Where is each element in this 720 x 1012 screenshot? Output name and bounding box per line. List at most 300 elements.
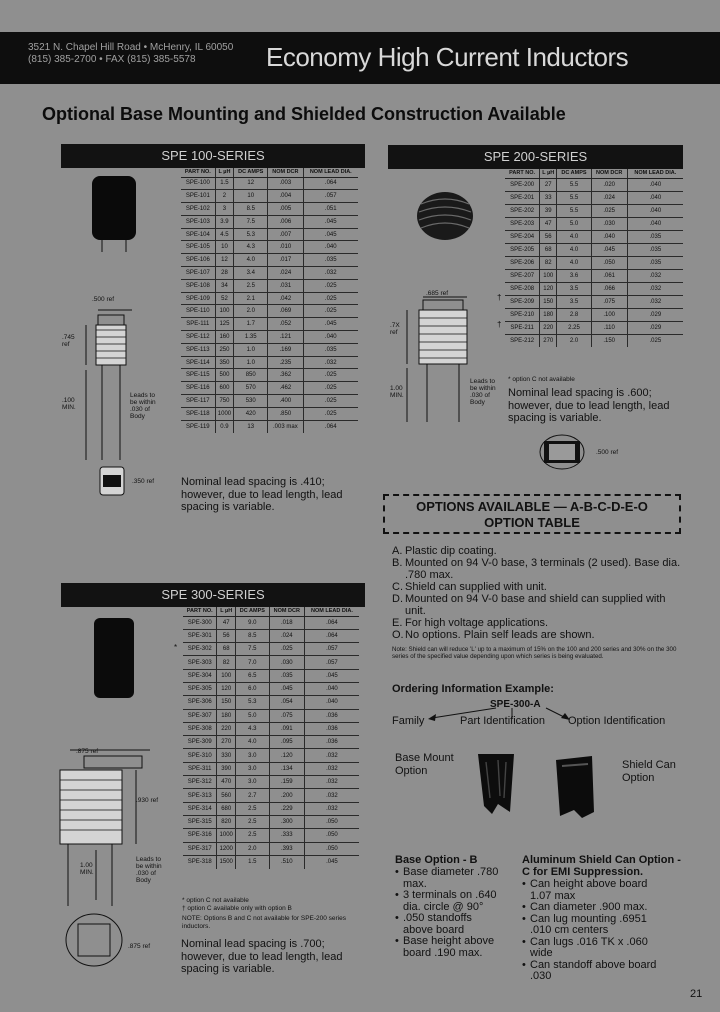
table-cell: .462 xyxy=(268,382,303,395)
table-cell: .032 xyxy=(304,776,359,789)
table-cell: .029 xyxy=(627,321,683,334)
table-row xyxy=(183,722,359,735)
table-cell: 4.0 xyxy=(234,254,268,267)
table-cell: 3.0 xyxy=(235,762,269,775)
series-300-spacing-note: Nominal lead spacing is .700; however, due to lead length, lead spacing is variable. xyxy=(181,938,343,975)
table-cell: SPE-111 xyxy=(181,318,215,331)
shield-option-item: • Can lug mounting .6951 .010 cm centers xyxy=(522,912,647,936)
table-cell: .200 xyxy=(269,789,304,802)
table-cell: .040 xyxy=(627,178,683,191)
table-cell: .229 xyxy=(269,802,304,815)
table-cell: 6.5 xyxy=(235,669,269,682)
table-row xyxy=(505,282,683,295)
table-cell: .045 xyxy=(591,243,627,256)
table-cell: .091 xyxy=(269,722,304,735)
series-300-leads-within: Leads to be within .030 of Body xyxy=(136,856,162,884)
table-cell: 3.9 xyxy=(215,215,234,228)
col-nom-dcr: NOM DCR xyxy=(269,607,304,616)
table-cell: SPE-307 xyxy=(183,709,217,722)
table-cell: .850 xyxy=(268,407,303,420)
table-cell: 2.0 xyxy=(235,842,269,855)
table-cell: SPE-112 xyxy=(181,331,215,344)
table-cell: 4.0 xyxy=(557,230,591,243)
table-cell: .042 xyxy=(268,292,303,305)
table-cell: .032 xyxy=(304,789,359,802)
table-cell: SPE-100 xyxy=(181,177,215,190)
table-cell: .300 xyxy=(269,815,304,828)
table-cell: SPE-115 xyxy=(181,369,215,382)
table-cell: 220 xyxy=(540,321,557,334)
col-l-uh: L µH xyxy=(540,169,557,178)
series-300-lead-dim: 1.00 MIN. xyxy=(80,862,94,876)
table-row xyxy=(183,709,359,722)
table-cell: 100 xyxy=(540,269,557,282)
table-cell: 420 xyxy=(234,407,268,420)
table-cell: 120 xyxy=(540,282,557,295)
table-cell: .030 xyxy=(591,217,627,230)
table-cell: .510 xyxy=(269,855,304,868)
series-100-width-dim: .500 ref xyxy=(92,296,115,303)
table-row xyxy=(181,305,358,318)
table-cell: .025 xyxy=(303,382,358,395)
table-cell: SPE-104 xyxy=(181,228,215,241)
table-cell: 7.5 xyxy=(235,643,269,656)
table-cell: .024 xyxy=(591,191,627,204)
series-300-height-dim: .930 ref xyxy=(136,797,159,804)
table-cell: .134 xyxy=(269,762,304,775)
col-lead-dia: NOM LEAD DIA. xyxy=(627,169,683,178)
base-option-item: • 3 terminals on .640 dia. circle @ 90° xyxy=(395,889,497,913)
table-cell: 2.0 xyxy=(234,305,268,318)
series-200-drawing xyxy=(393,172,505,472)
table-cell: .057 xyxy=(304,643,359,656)
table-cell: 270 xyxy=(217,736,236,749)
table-row xyxy=(183,616,359,629)
table-row xyxy=(505,308,683,321)
table-cell: .035 xyxy=(627,243,683,256)
table-cell: 1000 xyxy=(215,407,234,420)
table-cell: .005 xyxy=(268,203,303,216)
table-cell: .069 xyxy=(268,305,303,318)
col-lead-dia: NOM LEAD DIA. xyxy=(303,168,358,177)
table-row xyxy=(181,203,358,216)
table-cell: 180 xyxy=(217,709,236,722)
ordering-family: Family xyxy=(392,715,425,727)
series-300-option-note: * option C not available † option C available only with option B xyxy=(182,897,292,912)
table-cell: SPE-303 xyxy=(183,656,217,669)
table-row xyxy=(183,802,359,815)
table-cell: 13 xyxy=(234,420,268,433)
table-cell: 3.4 xyxy=(234,267,268,280)
table-row xyxy=(183,736,359,749)
series-200-base-dim: .500 ref xyxy=(596,449,619,456)
series-300-option-note-2: NOTE: Options B and C not available for SPE-200 series inductors. xyxy=(182,915,347,930)
base-option-list xyxy=(395,867,503,959)
table-cell: SPE-108 xyxy=(181,279,215,292)
table-cell: .121 xyxy=(268,331,303,344)
dagger-mark: † xyxy=(497,293,502,302)
table-row xyxy=(505,217,683,230)
table-row xyxy=(181,190,358,203)
table-cell: 120 xyxy=(217,682,236,695)
table-cell: .003 max xyxy=(268,420,303,433)
table-cell: 27 xyxy=(540,178,557,191)
dagger-mark: * xyxy=(174,643,178,652)
table-cell: 850 xyxy=(234,369,268,382)
table-cell: .036 xyxy=(304,709,359,722)
table-cell: 12 xyxy=(215,254,234,267)
table-row xyxy=(183,776,359,789)
ordering-part-id: Part Identification xyxy=(460,715,545,727)
table-cell: .061 xyxy=(591,269,627,282)
table-cell: .054 xyxy=(269,696,304,709)
table-row xyxy=(183,842,359,855)
table-cell: 3.0 xyxy=(235,749,269,762)
table-cell: .024 xyxy=(269,629,304,642)
table-row xyxy=(181,292,358,305)
table-cell: .035 xyxy=(269,669,304,682)
table-cell: .030 xyxy=(269,656,304,669)
table-row xyxy=(183,643,359,656)
table-cell: 4.3 xyxy=(235,722,269,735)
table-row xyxy=(181,420,358,433)
table-cell: 1.5 xyxy=(235,855,269,868)
table-cell: 2.5 xyxy=(235,815,269,828)
table-cell: SPE-206 xyxy=(505,256,540,269)
table-cell: .032 xyxy=(304,749,359,762)
table-cell: 39 xyxy=(540,204,557,217)
table-row xyxy=(181,318,358,331)
table-cell: SPE-301 xyxy=(183,629,217,642)
table-row xyxy=(505,204,683,217)
option-item-a: A. Plastic dip coating. xyxy=(392,545,497,557)
table-cell: .032 xyxy=(303,267,358,280)
table-cell: .040 xyxy=(303,331,358,344)
table-cell: SPE-315 xyxy=(183,815,217,828)
table-cell: 6.0 xyxy=(235,682,269,695)
table-cell: 1200 xyxy=(217,842,236,855)
table-cell: 2.8 xyxy=(557,308,591,321)
table-cell: .025 xyxy=(303,279,358,292)
col-nom-dcr: NOM DCR xyxy=(268,168,303,177)
table-cell: .025 xyxy=(591,204,627,217)
table-cell: .120 xyxy=(269,749,304,762)
table-cell: 7.0 xyxy=(235,656,269,669)
table-cell: 5.3 xyxy=(235,696,269,709)
base-option-item: • .050 standoffs above board xyxy=(395,912,472,936)
header-bar xyxy=(0,32,720,84)
page-title: Economy High Current Inductors xyxy=(266,42,629,72)
col-dc-amps: DC AMPS xyxy=(557,169,591,178)
table-cell: .031 xyxy=(268,279,303,292)
table-cell: .040 xyxy=(591,230,627,243)
shield-option-title: Aluminum Shield Can Option - C for EMI Suppression. xyxy=(522,854,681,878)
table-cell: SPE-109 xyxy=(181,292,215,305)
shield-option-item: • Can lugs .016 TK x .060 wide xyxy=(522,935,648,959)
table-cell: 500 xyxy=(215,369,234,382)
table-cell: .017 xyxy=(268,254,303,267)
table-row xyxy=(181,356,358,369)
shield-option-item: • Can height above board 1.07 max xyxy=(522,878,648,902)
table-cell: .045 xyxy=(304,669,359,682)
shield-option-list xyxy=(522,879,662,983)
table-cell: SPE-306 xyxy=(183,696,217,709)
table-cell: 8.5 xyxy=(235,629,269,642)
subtitle: Optional Base Mounting and Shielded Construction Available xyxy=(42,104,566,124)
table-cell: .362 xyxy=(268,369,303,382)
address-line-2: (815) 385-2700 • FAX (815) 385-5578 xyxy=(28,54,196,65)
table-cell: .040 xyxy=(627,191,683,204)
table-cell: .150 xyxy=(591,334,627,347)
table-cell: 4.0 xyxy=(557,256,591,269)
table-cell: .035 xyxy=(627,256,683,269)
table-cell: 350 xyxy=(215,356,234,369)
series-200-table xyxy=(505,169,683,347)
dagger-mark: † xyxy=(497,320,502,329)
option-item-d: D. Mounted on 94 V-0 base and shield can supplied with unit. xyxy=(392,593,666,617)
col-nom-dcr: NOM DCR xyxy=(591,169,627,178)
table-cell: SPE-107 xyxy=(181,267,215,280)
table-cell: .400 xyxy=(268,395,303,408)
table-cell: SPE-317 xyxy=(183,842,217,855)
table-cell: .040 xyxy=(303,241,358,254)
table-cell: .025 xyxy=(303,407,358,420)
table-cell: .050 xyxy=(304,842,359,855)
series-100-table xyxy=(181,168,358,433)
table-cell: 4.3 xyxy=(234,241,268,254)
base-option-title: Base Option - B xyxy=(395,854,478,866)
series-100-base-dim: .350 ref xyxy=(132,478,155,485)
table-cell: SPE-200 xyxy=(505,178,540,191)
table-cell: SPE-113 xyxy=(181,343,215,356)
table-cell: .035 xyxy=(303,254,358,267)
table-cell: 100 xyxy=(215,305,234,318)
table-cell: 3.5 xyxy=(557,295,591,308)
table-cell: 52 xyxy=(215,292,234,305)
col-part-no: PART NO. xyxy=(181,168,215,177)
option-item-o: O. No options. Plain self leads are shown. xyxy=(392,629,595,641)
table-cell: .007 xyxy=(268,228,303,241)
table-cell: SPE-202 xyxy=(505,204,540,217)
table-row xyxy=(181,254,358,267)
table-cell: SPE-314 xyxy=(183,802,217,815)
series-200-leads-within: Leads to be within .030 of Body xyxy=(470,378,496,406)
table-cell: 680 xyxy=(217,802,236,815)
table-cell: .036 xyxy=(304,722,359,735)
table-cell: SPE-208 xyxy=(505,282,540,295)
col-l-uh: L µH xyxy=(217,607,236,616)
table-cell: .032 xyxy=(304,802,359,815)
table-cell: SPE-110 xyxy=(181,305,215,318)
table-cell: SPE-309 xyxy=(183,736,217,749)
table-cell: 56 xyxy=(217,629,236,642)
table-row xyxy=(505,256,683,269)
table-cell: .004 xyxy=(268,190,303,203)
series-100-spacing-note: Nominal lead spacing is .410; however, due to lead length, lead spacing is variable. xyxy=(181,476,343,513)
table-cell: .040 xyxy=(304,682,359,695)
table-cell: 2.0 xyxy=(557,334,591,347)
table-cell: .035 xyxy=(303,343,358,356)
series-200-lead-dim: 1.00 MIN. xyxy=(390,385,404,399)
table-cell: 160 xyxy=(215,331,234,344)
table-cell: 82 xyxy=(540,256,557,269)
series-100-leads-within: Leads to be within .030 of Body xyxy=(130,392,156,420)
series-100-height-dim: .745 ref xyxy=(62,334,75,348)
table-cell: .066 xyxy=(591,282,627,295)
table-cell: SPE-117 xyxy=(181,395,215,408)
table-cell: 1.0 xyxy=(234,356,268,369)
table-cell: 750 xyxy=(215,395,234,408)
table-cell: 33 xyxy=(540,191,557,204)
table-cell: 3.5 xyxy=(557,282,591,295)
table-cell: .025 xyxy=(303,305,358,318)
base-mount-illustration xyxy=(466,748,526,818)
table-cell: 5.5 xyxy=(557,204,591,217)
table-row xyxy=(505,334,683,347)
table-cell: 2.5 xyxy=(235,829,269,842)
ordering-label: Ordering Information Example: xyxy=(392,683,554,695)
series-200-width-dim: .685 ref xyxy=(426,290,449,297)
table-cell: .045 xyxy=(303,228,358,241)
table-cell: .032 xyxy=(627,295,683,308)
table-cell: .036 xyxy=(304,736,359,749)
table-cell: .032 xyxy=(303,356,358,369)
table-cell: .040 xyxy=(627,217,683,230)
table-cell: .057 xyxy=(304,656,359,669)
table-cell: .032 xyxy=(627,282,683,295)
table-cell: 68 xyxy=(540,243,557,256)
table-cell: 47 xyxy=(217,616,236,629)
table-cell: .064 xyxy=(304,616,359,629)
table-cell: 28 xyxy=(215,267,234,280)
table-cell: SPE-105 xyxy=(181,241,215,254)
table-cell: .024 xyxy=(268,267,303,280)
table-row xyxy=(183,815,359,828)
table-row xyxy=(505,230,683,243)
table-cell: 150 xyxy=(540,295,557,308)
table-row xyxy=(505,295,683,308)
table-cell: .064 xyxy=(304,629,359,642)
col-dc-amps: DC AMPS xyxy=(234,168,268,177)
table-cell: SPE-308 xyxy=(183,722,217,735)
table-row xyxy=(183,682,359,695)
table-cell: SPE-311 xyxy=(183,762,217,775)
table-cell: SPE-114 xyxy=(181,356,215,369)
option-item-b: B. Mounted on 94 V-0 base, 3 terminals (2 used). Base dia. .780 max. xyxy=(392,557,681,581)
table-cell: SPE-205 xyxy=(505,243,540,256)
table-cell: SPE-204 xyxy=(505,230,540,243)
series-300-base-dim: .875 ref xyxy=(128,943,151,950)
table-cell: SPE-313 xyxy=(183,789,217,802)
table-row xyxy=(181,331,358,344)
table-cell: 3.0 xyxy=(235,776,269,789)
table-cell: 1500 xyxy=(217,855,236,868)
table-row xyxy=(181,382,358,395)
table-cell: .095 xyxy=(269,736,304,749)
table-row xyxy=(505,269,683,282)
table-row xyxy=(505,191,683,204)
series-200-option-note: * option C not available xyxy=(508,376,575,383)
table-cell: SPE-207 xyxy=(505,269,540,282)
table-cell: 530 xyxy=(234,395,268,408)
table-row xyxy=(181,395,358,408)
table-row xyxy=(181,177,358,190)
table-cell: .045 xyxy=(303,318,358,331)
table-cell: SPE-103 xyxy=(181,215,215,228)
table-cell: .006 xyxy=(268,215,303,228)
table-row xyxy=(181,369,358,382)
table-cell: .025 xyxy=(269,643,304,656)
table-cell: .025 xyxy=(303,395,358,408)
option-item-c: C. Shield can supplied with unit. xyxy=(392,581,547,593)
shield-option-item: • Can diameter .900 max. xyxy=(522,901,648,913)
table-cell: SPE-312 xyxy=(183,776,217,789)
table-cell: 180 xyxy=(540,308,557,321)
shield-note: Note: Shield can will reduce 'L' up to a maximum of 15% on the 100 and 200 series and 30% on the 300 series of the specified value depending upon which series is being evaluated. xyxy=(392,646,677,661)
table-cell: .235 xyxy=(268,356,303,369)
options-title-line-2: OPTION TABLE xyxy=(484,515,580,530)
table-row xyxy=(183,789,359,802)
table-cell: 5.5 xyxy=(557,178,591,191)
table-cell: .110 xyxy=(591,321,627,334)
shield-can-illustration xyxy=(548,752,608,822)
col-part-no: PART NO. xyxy=(183,607,217,616)
series-100-drawing xyxy=(72,170,182,510)
table-row xyxy=(181,228,358,241)
table-cell: .040 xyxy=(627,204,683,217)
ordering-part-example: SPE-300-A xyxy=(490,699,541,710)
table-cell: 1.35 xyxy=(234,331,268,344)
table-row xyxy=(183,855,359,868)
table-cell: .075 xyxy=(269,709,304,722)
table-cell: SPE-118 xyxy=(181,407,215,420)
table-cell: .032 xyxy=(627,269,683,282)
table-row xyxy=(183,656,359,669)
table-cell: 470 xyxy=(217,776,236,789)
series-200-base-drawing xyxy=(538,433,586,471)
table-cell: .045 xyxy=(304,855,359,868)
table-cell: 4.5 xyxy=(215,228,234,241)
table-cell: 3 xyxy=(215,203,234,216)
table-cell: .025 xyxy=(303,292,358,305)
series-200-spacing-note: Nominal lead spacing is .600; however, due to lead length, lead spacing is variable. xyxy=(508,387,670,424)
table-cell: .057 xyxy=(303,190,358,203)
table-cell: .050 xyxy=(304,829,359,842)
table-cell: SPE-304 xyxy=(183,669,217,682)
shield-can-label: Shield Can Option xyxy=(622,759,676,784)
table-row xyxy=(181,407,358,420)
table-cell: SPE-318 xyxy=(183,855,217,868)
table-cell: SPE-201 xyxy=(505,191,540,204)
table-cell: .029 xyxy=(627,308,683,321)
table-cell: 600 xyxy=(215,382,234,395)
address-line-1: 3521 N. Chapel Hill Road • McHenry, IL 60050 xyxy=(28,42,234,53)
table-cell: 390 xyxy=(217,762,236,775)
table-cell: 560 xyxy=(217,789,236,802)
table-cell: 68 xyxy=(217,643,236,656)
table-cell: 5.3 xyxy=(234,228,268,241)
table-cell: 34 xyxy=(215,279,234,292)
company-address xyxy=(28,42,233,66)
table-cell: 4.0 xyxy=(557,243,591,256)
table-row xyxy=(181,267,358,280)
option-item-e: E. For high voltage applications. xyxy=(392,617,549,629)
table-cell: 2.1 xyxy=(234,292,268,305)
table-cell: 125 xyxy=(215,318,234,331)
table-cell: 1000 xyxy=(217,829,236,842)
table-cell: 2.7 xyxy=(235,789,269,802)
table-cell: .052 xyxy=(268,318,303,331)
